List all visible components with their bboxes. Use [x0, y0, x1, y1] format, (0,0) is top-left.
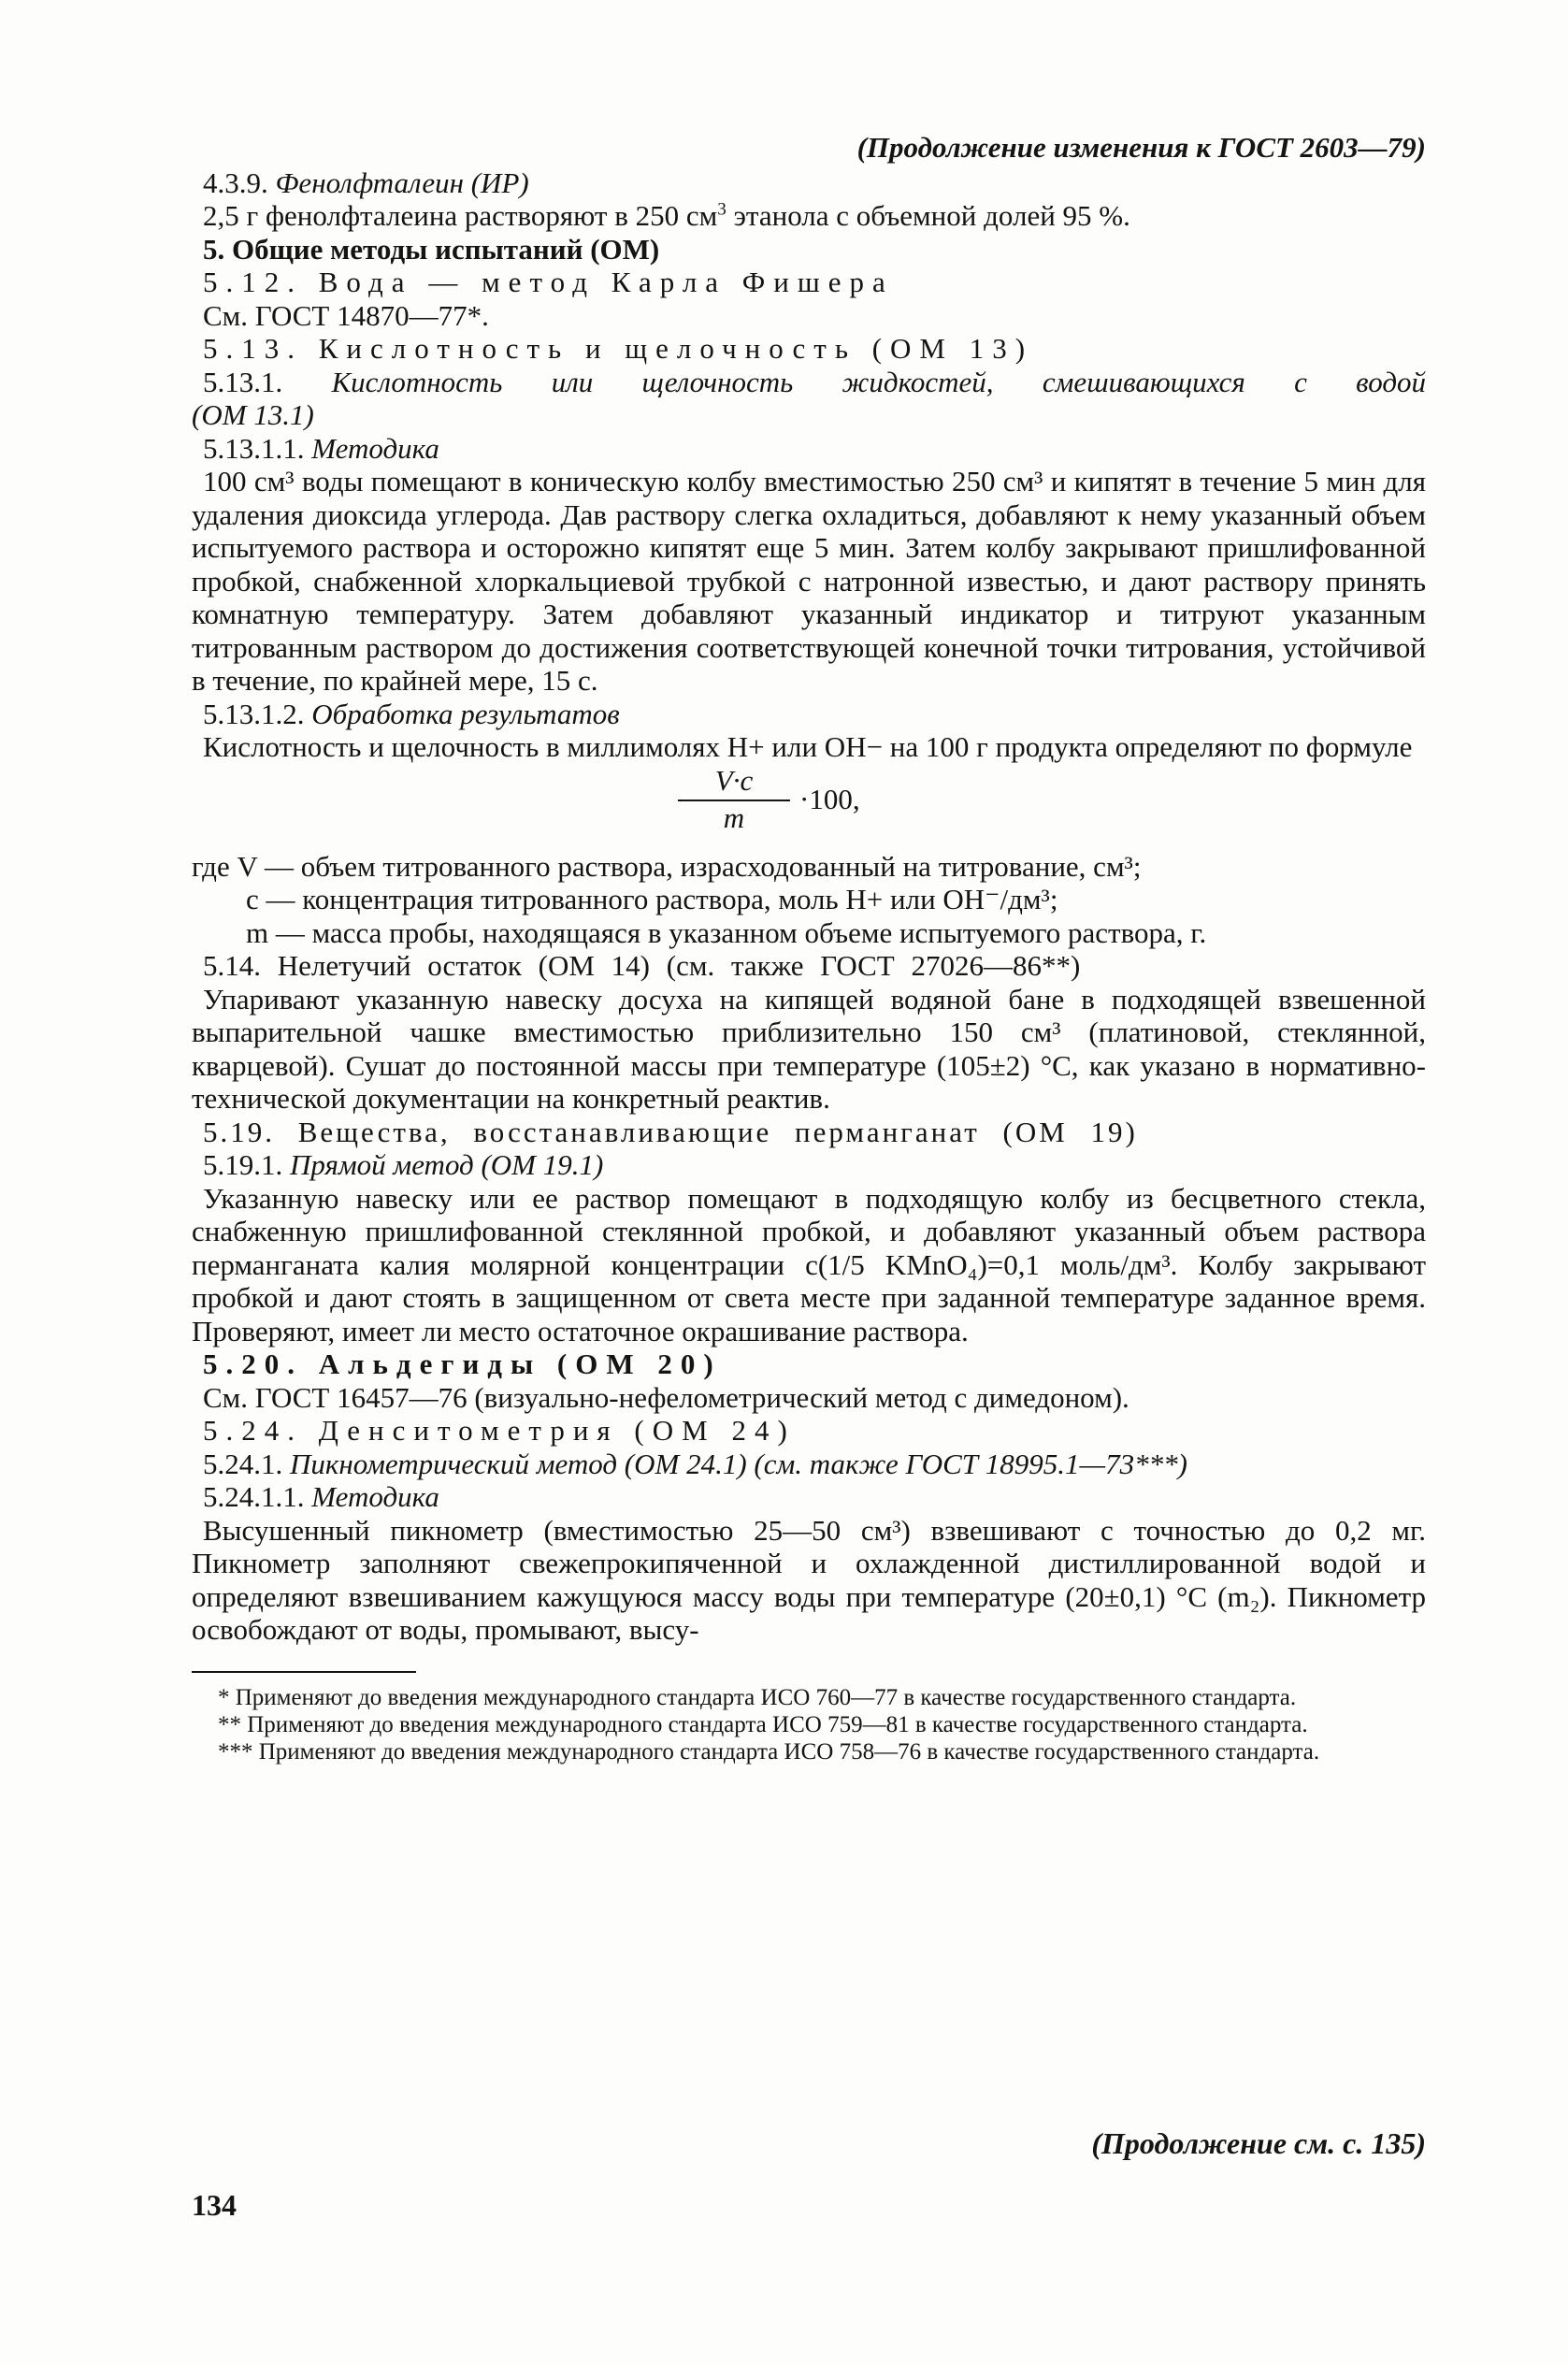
section-5-12-heading	[192, 266, 1426, 299]
footnote-1: * Применяют до введения международного стандарта ИСО 760—77 в качестве государственного стандарта.	[218, 1684, 1297, 1710]
section-5-20-heading	[192, 1347, 1426, 1381]
section-5-13-1-1-heading	[192, 432, 1426, 466]
definition-m: m — масса пробы, находящаяся в указанном объеме испытуемого раствора, г.	[246, 915, 1207, 949]
section-number: 5.19.1.	[203, 1148, 290, 1181]
section-5-13-heading	[192, 332, 1426, 366]
fraction	[678, 764, 790, 835]
residue-paragraph: Упаривают указанную навеску досуха на кипящей водяной бане в подходящей взвешенной выпарительной чашке вместимостью приблизительно 150 см³ (платиновой, стеклянной, кварцевой). Сушат до постоянной массы при температуре (105±2) °C, как указано в нормативно-технической документации на конкретный реактив.	[192, 982, 1426, 1115]
formula	[192, 764, 1426, 850]
section-title: 5.24. Денситометрия (ОМ 24)	[203, 1414, 796, 1447]
section-4-3-9-text	[192, 199, 1426, 233]
section-5-heading: 5. Общие методы испытаний (ОМ)	[203, 232, 660, 266]
definition-c: c — концентрация титрованного раствора, моль H+ или OH⁻/дм³;	[246, 883, 1058, 915]
footnote-3: *** Применяют до введения международного стандарта ИСО 758—76 в качестве государственного стандарта.	[218, 1738, 1320, 1765]
section-5-13-1-2-heading	[192, 698, 1426, 731]
section-5-13-1-heading-cont: (ОМ 13.1)	[192, 398, 314, 431]
section-number: 5.13.1.	[203, 365, 332, 398]
section-5-12-reference: См. ГОСТ 14870—77*.	[203, 298, 489, 332]
section-number: 4.3.9.	[203, 166, 276, 199]
section-title: 5.13. Кислотность и щелочность (ОМ 13)	[203, 332, 1034, 365]
section-title: Пикнометрический метод (ОМ 24.1) (см. также ГОСТ 18995.1—73***)	[290, 1447, 1187, 1480]
direct-method-paragraph: Указанную навеску или ее раствор помещают в подходящую колбу из бесцветного стекла, снабженную пришлифованной стеклянной пробкой, и добавляют указанный объем раствора перманганата калия молярной концентрации c(1/5 KMnO₄)=0,1 моль/дм³. Колбу закрывают пробкой и дают стоять в защищенном от света месте при заданной температуре заданное время. Проверяют, имеет ли место остаточное окрашивание раствора.	[192, 1181, 1426, 1347]
method-paragraph: 100 см³ воды помещают в коническую колбу вместимостью 250 см³ и кипятят в течение 5 мин для удаления диоксида углерода. Дав раствору слегка охладиться, добавляют к нему указанный объем испытуемого раствора и осторожно кипятят еще 5 мин. Затем колбу закрывают пришлифованной пробкой, снабженной хлоркальциевой трубкой с натронной известью, и дают раствору принять комнатную температуру. Затем добавляют указанный индикатор и титруют указанным титрованным раствором до достижения соответствующей конечной точки титрования, устойчивой в течение, по крайней мере, 15 с.	[192, 465, 1426, 697]
section-5-13-1-heading	[192, 366, 1426, 399]
page-number: 134	[192, 2188, 237, 2222]
section-4-3-9-heading	[192, 166, 1426, 200]
section-number: 5.24.1.	[203, 1447, 290, 1480]
section-5-14-heading: 5.14. Нелетучий остаток (ОМ 14) (см. также ГОСТ 27026—86**)	[203, 949, 1081, 982]
results-paragraph: Кислотность и щелочность в миллимолях H+ или OH− на 100 г продукта определяют по формуле	[203, 730, 1413, 763]
section-number: 5.13.1.1.	[203, 431, 312, 465]
section-title: Кислотность или щелочность жидкостей, смешивающихся с водой	[331, 365, 1427, 398]
denominator: m	[723, 800, 745, 834]
footnotes	[192, 1684, 1426, 1765]
footnote-divider	[192, 1671, 416, 1673]
section-title: Фенолфталеин (ИР)	[275, 166, 529, 199]
section-title: Методика	[311, 431, 439, 465]
multiplier: ·100,	[799, 782, 860, 815]
section-5-24-1-1-heading	[192, 1480, 1426, 1514]
variable-definitions	[192, 850, 1426, 950]
pycnometer-paragraph: Высушенный пикнометр (вместимостью 25—50 см³) взвешивают с точностью до 0,2 мг. Пикнометр заполняют свежепрокипяченной и охлажденной дистиллированной водой и определяют взвешиванием кажущуюся массу воды при температуре (20±0,1) °C (m₂). Пикнометр освобождают от воды, промывают, высу-	[192, 1513, 1426, 1646]
text-part: этанола с объемной долей 95 %.	[726, 199, 1130, 232]
running-header: (Продолжение изменения к ГОСТ 2603—79)	[856, 131, 1426, 164]
section-title: Прямой метод (ОМ 19.1)	[290, 1148, 604, 1181]
section-number: 5.13.1.2.	[203, 697, 312, 730]
superscript: 3	[717, 199, 726, 220]
section-5-19-1-heading	[192, 1148, 1426, 1182]
footnote-2: ** Применяют до введения международного стандарта ИСО 759—81 в качестве государственного стандарта.	[218, 1711, 1308, 1737]
numerator: V·c	[714, 763, 754, 797]
text-part: 2,5 г фенолфталеина растворяют в 250 см	[203, 199, 718, 232]
continued-note: (Продолжение см. с. 135)	[1091, 2126, 1426, 2160]
section-title: 5.12. Вода — метод Карла Фишера	[203, 266, 894, 298]
section-5-24-heading	[192, 1414, 1426, 1448]
section-title: Методика	[311, 1480, 439, 1513]
section-5-20-reference: См. ГОСТ 16457—76 (визуально-нефелометрический метод с димедоном).	[203, 1380, 1129, 1414]
section-number: 5.24.1.1.	[203, 1480, 312, 1513]
section-5-19-heading: 5.19. Вещества, восстанавливающие перманганат (ОМ 19)	[203, 1115, 1138, 1148]
section-title: Обработка результатов	[311, 697, 620, 730]
definition-v: где V — объем титрованного раствора, израсходованный на титрование, см³;	[192, 849, 1142, 883]
section-5-24-1-heading	[192, 1448, 1426, 1481]
text-column	[192, 131, 1426, 1765]
section-title: 5.20. Альдегиды (ОМ 20)	[203, 1347, 722, 1380]
